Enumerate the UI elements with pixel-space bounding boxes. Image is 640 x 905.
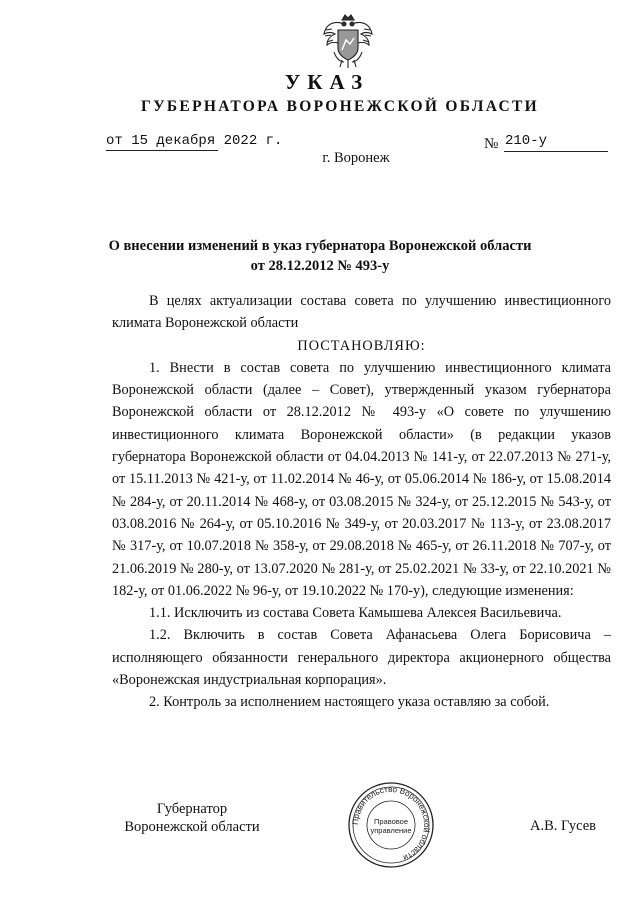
signatory-title bbox=[112, 800, 272, 836]
title-line-2: от 28.12.2012 № 493-у bbox=[250, 258, 390, 274]
seal-center-line-1: Правовое bbox=[373, 817, 409, 826]
paragraph-1-2: 1.2. Включить в состав Совета Афанасьева Олега Борисовича – исполняющего обязанности генерального директора акционерного общества «Воронежская индустриальная корпорация». bbox=[112, 627, 611, 689]
document-date: от 15 декабря 2022 г. bbox=[106, 133, 283, 149]
seal-ring-text: Правительство Воронежской области bbox=[350, 784, 432, 863]
signatory-title-line-1: Губернатор bbox=[156, 801, 228, 817]
seal-stamp bbox=[346, 780, 436, 870]
coat-of-arms-icon bbox=[320, 12, 376, 70]
decree-heading: ПОСТАНОВЛЯЮ: bbox=[297, 337, 426, 354]
preamble: В целях актуализации состава совета по улучшению инвестиционного климата Воронежской области bbox=[112, 293, 611, 332]
seal-center-line-2: управление bbox=[370, 826, 412, 835]
signatory-name: А.В. Гусев bbox=[530, 818, 596, 834]
document-title bbox=[100, 236, 540, 276]
signatory-title-line-2: Воронежской области bbox=[124, 819, 260, 835]
title-line-1: О внесении изменений в указ губернатора Воронежской области bbox=[108, 238, 532, 254]
document-number: 210-у bbox=[505, 133, 548, 149]
paragraph-2: 2. Контроль за исполнением настоящего указа оставляю за собой. bbox=[149, 694, 550, 711]
number-sign: № bbox=[484, 136, 499, 152]
issuer-heading: ГУБЕРНАТОРА ВОРОНЕЖСКОЙ ОБЛАСТИ bbox=[141, 98, 539, 115]
city: г. Воронеж bbox=[322, 150, 390, 166]
paragraph-1-1: 1.1. Исключить из состава Совета Камышева Алексея Васильевича. bbox=[149, 605, 562, 622]
document-type: УКАЗ bbox=[284, 70, 370, 94]
paragraph-1: 1. Внести в состав совета по улучшению инвестиционного климата Воронежской области (далее – Совет), утвержденный указом губернатора Воронежской области от 28.12.2012 № 493-у «О совете по улучшению инвестиционного климата Воронежской области» (в редакции указов губернатора Воронежской области от 04.04.2013 № 141-у, от 22.07.2013 № 271-у, от 15.11.2013 № 421-у, от 11.02.2014 № 46-у, от 05.06.2014 № 186-у, от 15.08.2014 № 284-у, от 20.11.2014 № 468-у, от 03.08.2015 № 324-у, от 25.12.2015 № 543-у, от 03.08.2016 № 264-у, от 05.10.2016 № 349-у, от 20.03.2017 № 113-у, от 23.08.2017 № 317-у, от 10.07.2018 № 358-у, от 29.08.2018 № 465-у, от 26.11.2018 № 707-у, от 21.06.2019 № 280-у, от 13.07.2020 № 281-у, от 25.02.2021 № 33-у, от 22.10.2021 № 182-у, от 01.06.2022 № 96-у, от 19.10.2022 № 170-у), следующие изменения: bbox=[112, 359, 611, 599]
document-body bbox=[112, 290, 611, 714]
